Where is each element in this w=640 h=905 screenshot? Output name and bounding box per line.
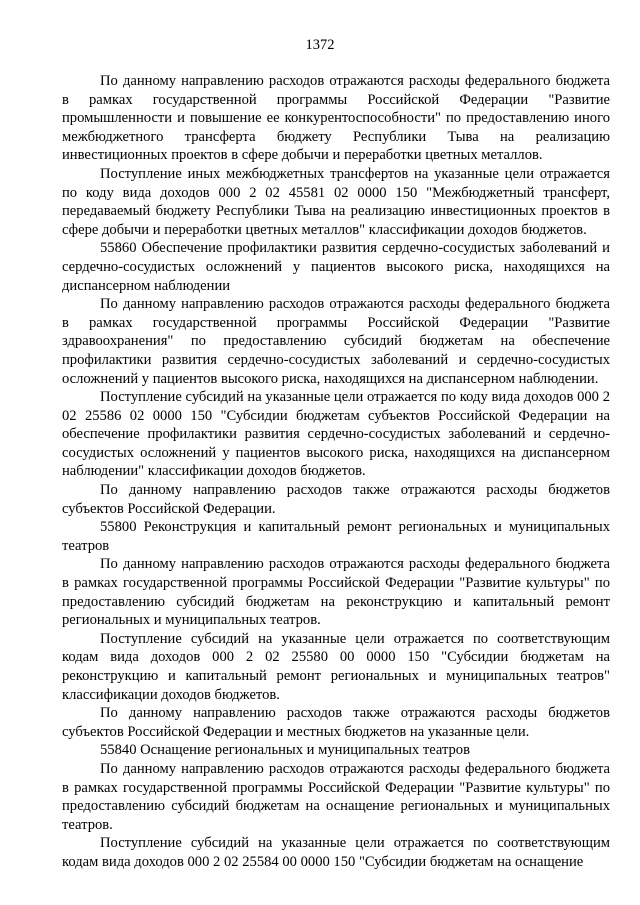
- paragraph-revenue-code: Поступление иных межбюджетных трансфертов на указанные цели отражается по коду вида доходов 000 2 02 45581 02 0000 150 "Межбюджетный трансферт, передаваемый бюджету Республики Тыва на реализацию инвестиционных проектов в сфере добычи и переработки цветных металлов" классификации доходов бюджетов.: [62, 165, 610, 238]
- paragraph-revenue-code: Поступление субсидий на указанные цели отражается по коду вида доходов 000 2 02 25586 02 0000 150 "Субсидии бюджетам субъектов Российской Федерации на обеспечение профилактики развития сердечно-сосудистых заболеваний и сердечно-сосудистых осложнений у пациентов высокого риска, находящихся на диспансерном наблюдении" классификации доходов бюджетов.: [62, 389, 610, 480]
- paragraph-revenue-code: Поступление субсидий на указанные цели отражается по соответствующим кодам вида доходов 000 2 02 25584 00 0000 150 "Субсидии бюджетам на оснащение: [62, 835, 610, 870]
- paragraph-regional-budgets: По данному направлению расходов также отражаются расходы бюджетов субъектов Российской Федерации.: [62, 482, 610, 517]
- page-number: 1372: [305, 37, 335, 53]
- paragraph-expense-description: По данному направлению расходов отражаются расходы федерального бюджета в рамках государственной программы Российской Федерации "Развитие культуры" по предоставлению субсидий бюджетам на оснащение региональных и муниципальных театров.: [62, 760, 610, 833]
- paragraph-expense-description: По данному направлению расходов отражаются расходы федерального бюджета в рамках государственной программы Российской Федерации "Развитие культуры" по предоставлению субсидий бюджетам на реконструкцию и капитальный ремонт региональных и муниципальных театров.: [62, 556, 610, 629]
- document-body: [62, 72, 610, 872]
- section-heading-55860: 55860 Обеспечение профилактики развития сердечно-сосудистых заболеваний и сердечно-сосудистых осложнений у пациентов высокого риска, находящихся на диспансерном наблюдении: [62, 240, 610, 294]
- paragraph-expense-description: По данному направлению расходов отражаются расходы федерального бюджета в рамках государственной программы Российской Федерации "Развитие промышленности и повышение ее конкурентоспособности" по предоставлению иного межбюджетного трансферта бюджету Республики Тыва на реализацию инвестиционных проектов в сфере добычи и переработки цветных металлов.: [62, 73, 610, 164]
- section-heading-55800: 55800 Реконструкция и капитальный ремонт региональных и муниципальных театров: [62, 519, 610, 554]
- paragraph-expense-description: По данному направлению расходов отражаются расходы федерального бюджета в рамках государственной программы Российской Федерации "Развитие здравоохранения" по предоставлению субсидий бюджетам на обеспечение профилактики развития сердечно-сосудистых заболеваний и сердечно-сосудистых осложнений у пациентов высокого риска, находящихся на диспансерном наблюдении.: [62, 296, 610, 387]
- section-heading-55840: 55840 Оснащение региональных и муниципальных театров: [100, 742, 470, 759]
- paragraph-revenue-code: Поступление субсидий на указанные цели отражается по соответствующим кодам вида доходов 000 2 02 25580 00 0000 150 "Субсидии бюджетам на реконструкцию и капитальный ремонт региональных и муниципальных театров" классификации доходов бюджетов.: [62, 630, 610, 703]
- paragraph-regional-budgets: По данному направлению расходов также отражаются расходы бюджетов субъектов Российской Федерации и местных бюджетов на указанные цели.: [62, 705, 610, 740]
